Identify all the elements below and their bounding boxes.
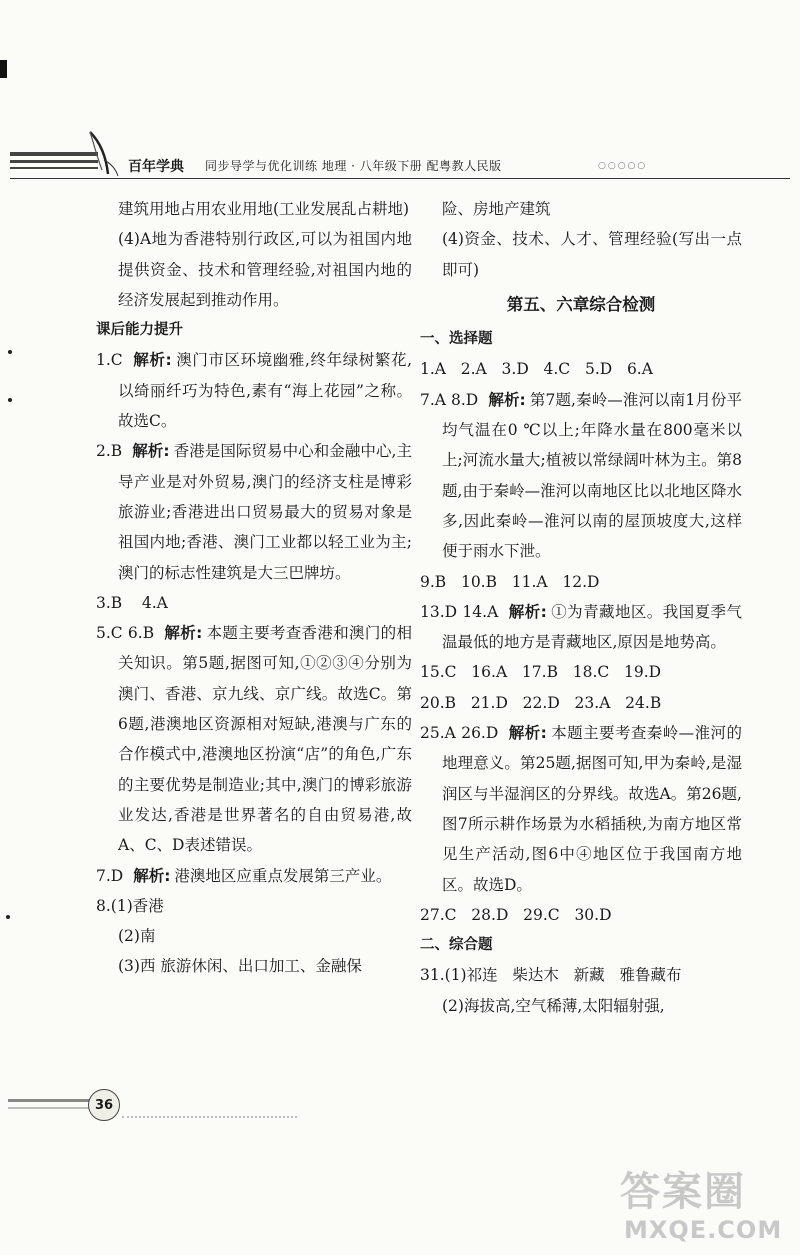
answer-number: 2.B (96, 442, 123, 461)
page-edge-mark (0, 60, 7, 78)
answer-item (420, 385, 742, 567)
margin-dot (6, 915, 10, 919)
margin-dot (8, 350, 12, 354)
answer-number: 7.A 8.D (420, 390, 479, 409)
analysis-label: 解析: (164, 624, 203, 643)
answer-continuation: (4)资金、技术、人才、管理经验(写出一点即可) (442, 230, 742, 279)
answer-number: 7.D (96, 866, 124, 885)
page-header (0, 130, 800, 182)
analysis-label: 解析: (133, 866, 171, 885)
header-decoration: ○○○○○ (598, 161, 648, 171)
answer-continuation: 险、房地产建筑 (442, 200, 551, 218)
margin-dot (8, 398, 12, 402)
answer-number: 5.C 6.B (96, 624, 155, 643)
analysis-label: 解析: (508, 724, 547, 743)
answer-line: 9.B 10.B 11.A 12.D (420, 572, 600, 591)
answer-number: 1.C (96, 351, 123, 370)
answer-item (420, 597, 742, 658)
answer-continuation: (4)A地为香港特别行政区,可以为祖国内地提供资金、技术和管理经验,对祖国内地的经济发展起到推动作用。 (118, 230, 412, 309)
left-column (96, 194, 412, 982)
answer-continuation: 建筑用地占用农业用地(工业发展乱占耕地) (118, 200, 410, 218)
watermark-main: 答案圈 (620, 1169, 746, 1215)
section-heading: 二、综合题 (420, 937, 493, 954)
answer-continuation: (2)海拔高,空气稀薄,太阳辐射强, (442, 996, 665, 1015)
analysis-text: ①为青藏地区。我国夏季气温最低的地方是青藏地区,原因是地势高。 (442, 602, 742, 652)
book-title: 百年学典 (128, 159, 184, 175)
answer-number: 13.D 14.A (420, 602, 499, 621)
analysis-text: 香港是国际贸易中心和金融中心,主导产业是对外贸易,澳门的经济支柱是博彩旅游业;香港进出口贸易最大的贸易对象是祖国内地;香港、澳门工业都以轻工业为主;澳门的标志性建筑是大三巴牌坊。 (118, 442, 412, 582)
right-column (420, 194, 742, 1021)
chapter-title: 第五、六章综合检测 (506, 294, 656, 314)
answer-item (96, 345, 412, 436)
answer-line: 31.(1)祁连 柴达木 新藏 雅鲁藏布 (420, 966, 682, 985)
analysis-label: 解析: (132, 442, 170, 461)
answer-continuation: (3)西 旅游休闲、出口加工、金融保 (118, 957, 362, 976)
answer-line: 15.C 16.A 17.B 18.C 19.D (420, 663, 662, 682)
answer-line: 8.(1)香港 (96, 896, 164, 915)
section-heading: 一、选择题 (420, 331, 493, 348)
answer-item (96, 861, 412, 891)
answer-item (420, 718, 742, 900)
analysis-label: 解析: (488, 390, 526, 409)
footer-dotted-line (122, 1116, 297, 1118)
answer-number: 25.A 26.D (420, 724, 499, 743)
analysis-text: 本题主要考查香港和澳门的相关知识。第5题,据图可知,①②③④分别为澳门、香港、京九线、京广线。故选C。第6题,港澳地区资源相对短缺,港澳与广东的合作模式中,港澳地区扮演“店”的角色,广东的主要优势是制造业;其中,澳门的博彩旅游业发达,香港是世界著名的自由贸易港,故A、C、D表述错误。 (118, 624, 413, 855)
analysis-text: 本题主要考查秦岭—淮河的地理意义。第25题,据图可知,甲为秦岭,是湿润区与半湿润区的分界线。故选A。第26题,图7所示耕作场景为水稻插秧,为南方地区常见生产活动,图6中④地区位于我国南方地区。故选D。 (442, 724, 742, 894)
analysis-label: 解析: (508, 602, 547, 621)
answer-item (96, 618, 412, 860)
quill-pen-icon (82, 130, 122, 178)
analysis-label: 解析: (132, 351, 172, 370)
analysis-text: 澳门市区环境幽雅,终年绿树繁花,以绮丽纤巧为特色,素有“海上花园”之称。故选C。 (118, 351, 412, 431)
watermark-logo (600, 1158, 790, 1248)
answer-line: 27.C 28.D 29.C 30.D (420, 905, 612, 924)
watermark-url: MXQE.COM (624, 1216, 783, 1244)
analysis-text: 港澳地区应重点发展第三产业。 (174, 866, 392, 885)
header-rule (10, 178, 790, 179)
page-footer (0, 1085, 800, 1135)
answer-item (96, 436, 412, 587)
answer-continuation: (2)南 (118, 927, 156, 946)
analysis-text: 第7题,秦岭—淮河以南1月份平均气温在0 ℃以上;年降水量在800毫米以上;河流水量大;植被以常绿阔叶林为主。第8题,由于秦岭—淮河以南地区比以北地区降水多,因此秦岭—淮河以南的屋顶坡度大,这样便于雨水下泄。 (442, 390, 743, 561)
page-number: 36 (88, 1089, 120, 1121)
footer-line (8, 1099, 94, 1102)
footer-line (8, 1107, 94, 1109)
answer-line: 20.B 21.D 22.D 23.A 24.B (420, 693, 662, 712)
answer-line: 1.A 2.A 3.D 4.C 5.D 6.A (420, 360, 653, 379)
answer-line: 3.B 4.A (96, 593, 168, 612)
section-heading: 课后能力提升 (96, 322, 183, 339)
book-subtitle: 同步导学与优化训练 地理 · 八年级下册 配粤教人民版 (205, 159, 502, 173)
